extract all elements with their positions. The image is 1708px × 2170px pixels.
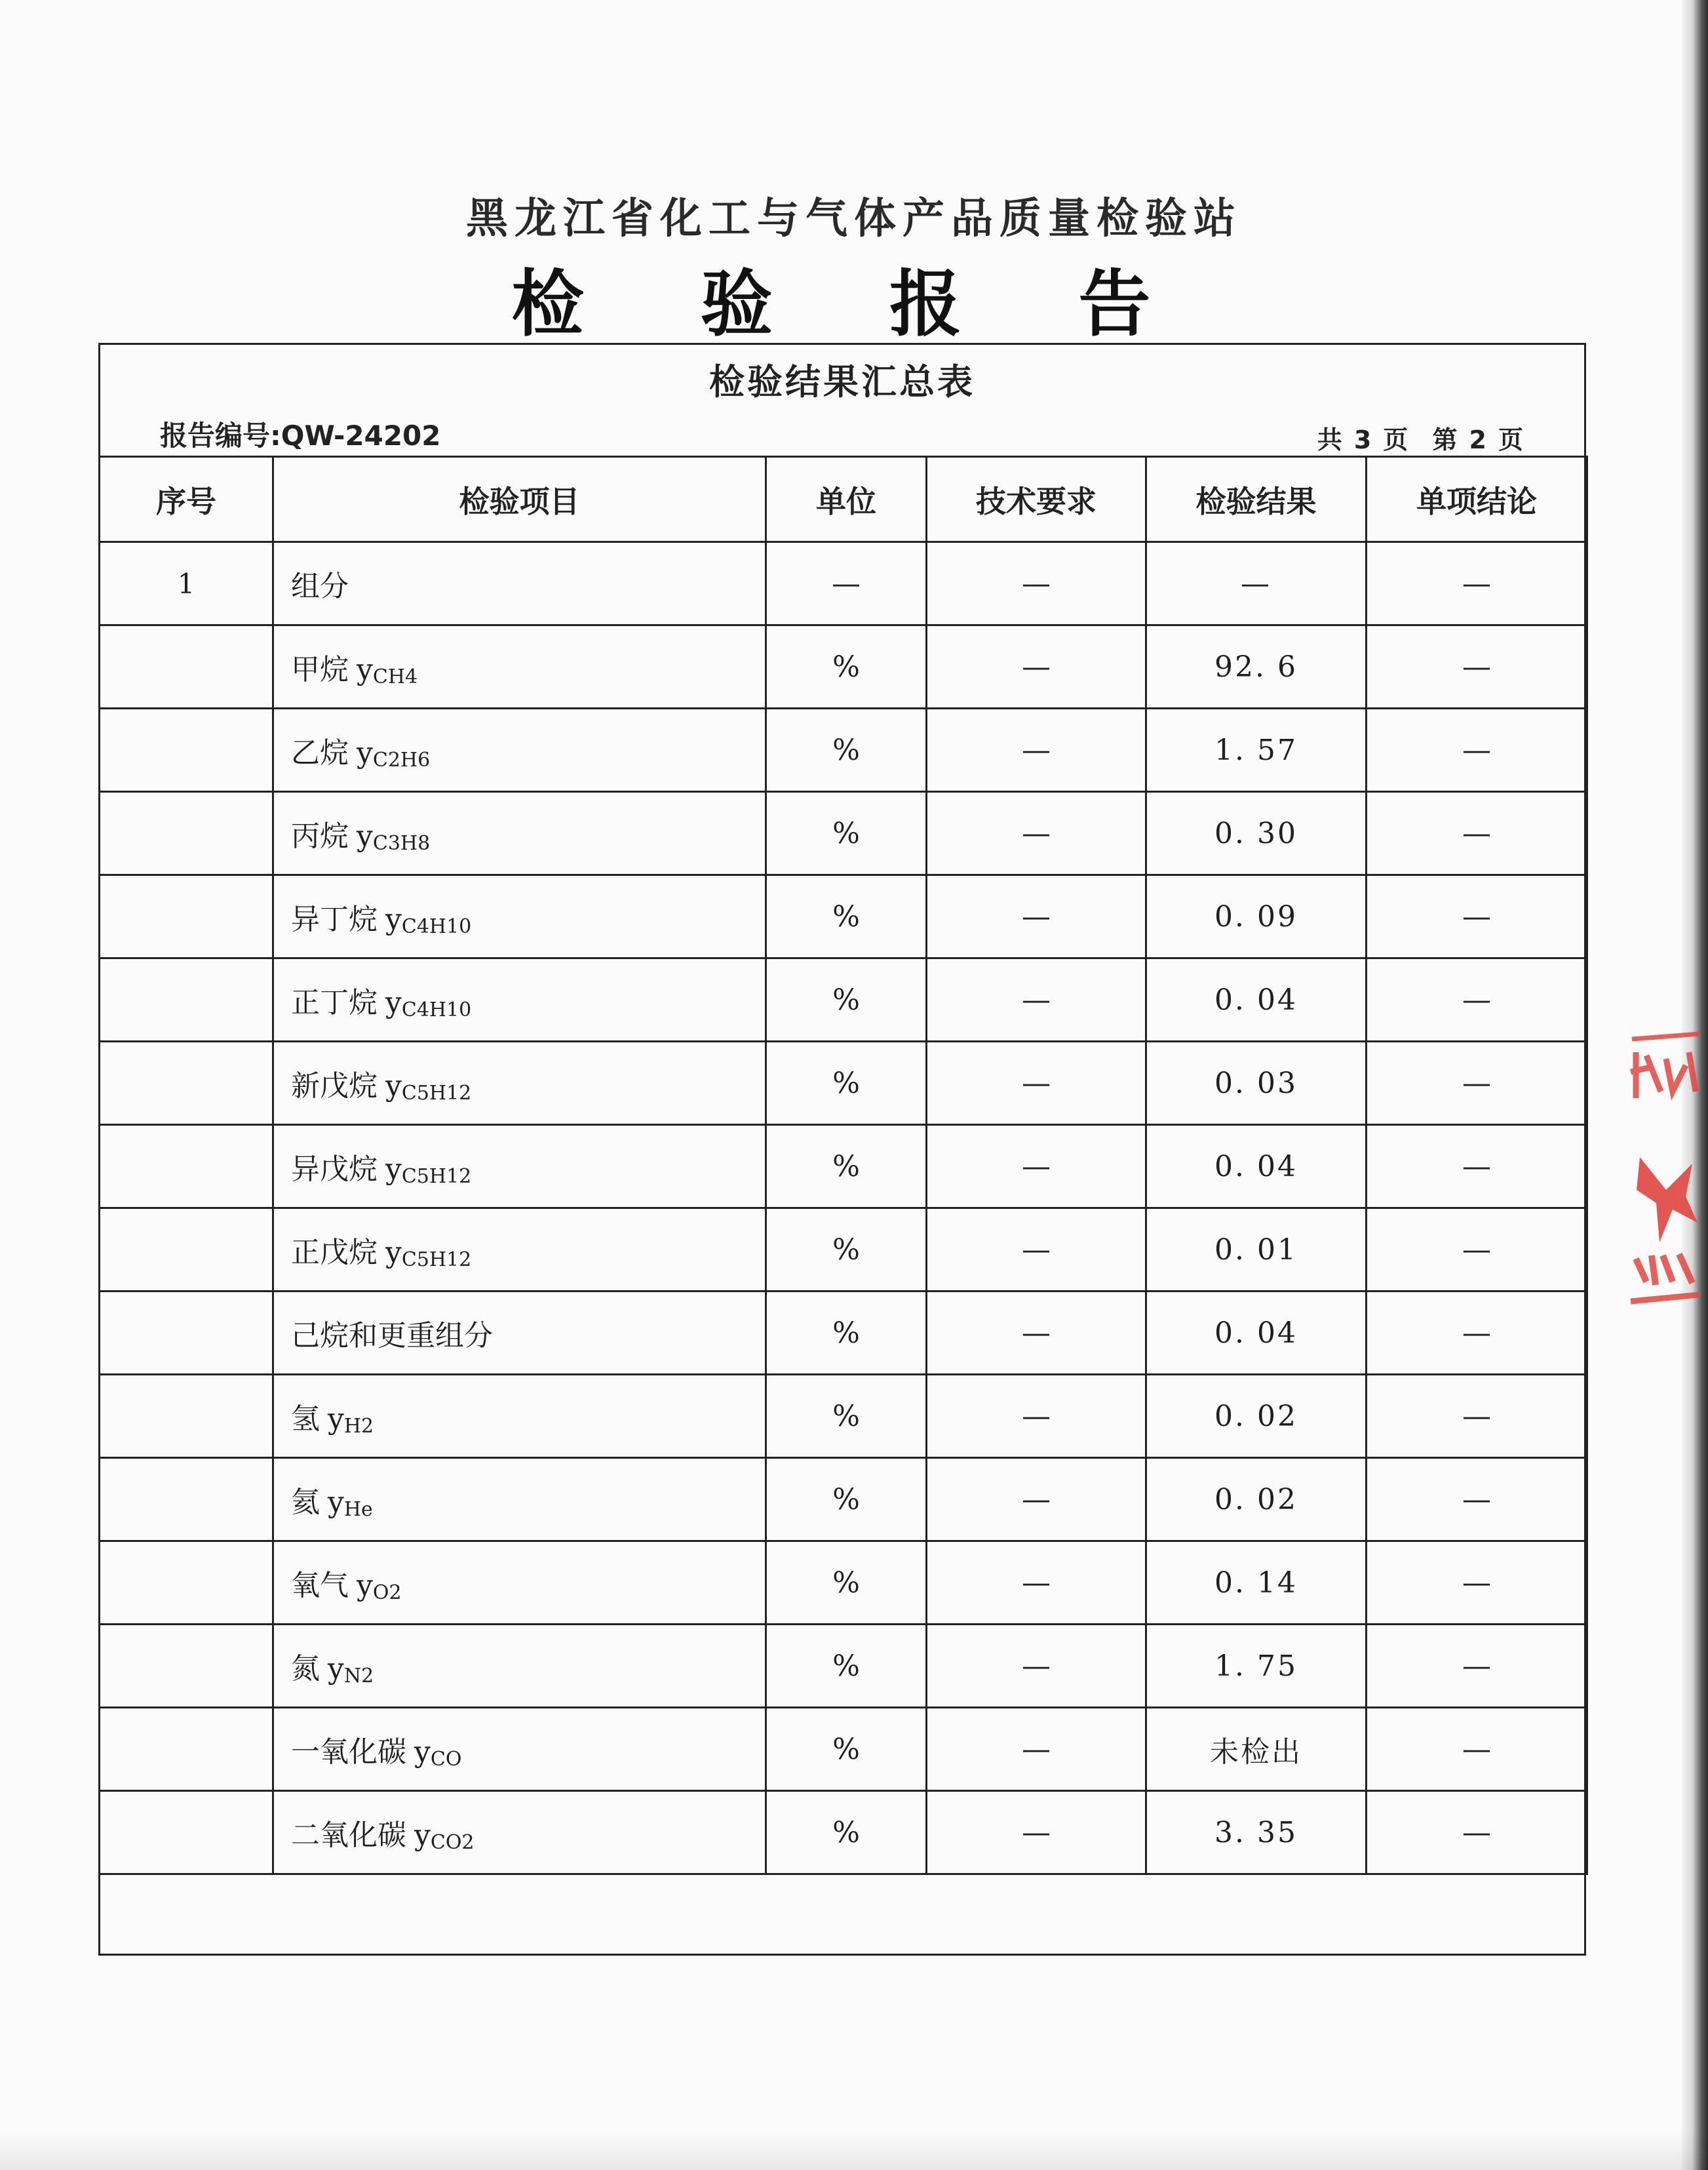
item-symbol bbox=[385, 986, 471, 1019]
page-bottom-fade bbox=[0, 2131, 1708, 2170]
item-symbol-subscript: C4H10 bbox=[401, 998, 472, 1021]
item-symbol-subscript: C4H10 bbox=[401, 915, 472, 938]
cell-unit: % bbox=[766, 1458, 927, 1541]
column-header-requirement: 技术要求 bbox=[927, 457, 1146, 542]
cell-item bbox=[273, 792, 766, 875]
cell-result: 0. 30 bbox=[1146, 792, 1367, 875]
cell-item bbox=[273, 1125, 766, 1208]
cell-result: — bbox=[1146, 542, 1367, 625]
cell-requirement: — bbox=[927, 625, 1146, 709]
cell-seq bbox=[100, 792, 273, 875]
cell-seq bbox=[100, 1541, 273, 1625]
item-symbol bbox=[328, 1486, 373, 1519]
cell-seq bbox=[100, 1375, 273, 1458]
item-symbol-subscript: CH4 bbox=[372, 665, 418, 688]
item-symbol-base: y bbox=[385, 902, 402, 936]
item-symbol-subscript: N2 bbox=[343, 1664, 374, 1687]
document-title: 检 验 报 告 bbox=[511, 262, 1197, 346]
cell-requirement: — bbox=[927, 1708, 1146, 1791]
cell-seq bbox=[100, 709, 273, 792]
cell-result: 0. 04 bbox=[1146, 1125, 1367, 1208]
item-name: 己烷和更重组分 bbox=[291, 1319, 493, 1352]
report-number-value: QW-24202 bbox=[281, 420, 441, 452]
red-seal-stamp-fragment bbox=[1627, 1026, 1699, 1354]
cell-requirement: — bbox=[927, 1375, 1146, 1458]
cell-seq bbox=[100, 875, 273, 958]
item-symbol-base: y bbox=[414, 1735, 431, 1769]
item-symbol bbox=[414, 1819, 475, 1852]
item-symbol-subscript: He bbox=[343, 1497, 373, 1521]
page-current-unit: 页 bbox=[1498, 425, 1527, 454]
cell-unit: % bbox=[766, 875, 927, 958]
cell-item bbox=[273, 958, 766, 1042]
cell-requirement: — bbox=[927, 1541, 1146, 1625]
column-header-unit: 单位 bbox=[766, 457, 927, 542]
table-row bbox=[100, 1708, 1587, 1791]
cell-seq bbox=[100, 1791, 273, 1874]
cell-conclusion: — bbox=[1367, 625, 1587, 709]
cell-conclusion: — bbox=[1367, 792, 1587, 875]
table-row bbox=[100, 542, 1587, 625]
cell-seq bbox=[100, 1625, 273, 1708]
item-symbol bbox=[328, 1652, 374, 1686]
column-header-conclusion: 单项结论 bbox=[1367, 457, 1587, 542]
cell-result: 未检出 bbox=[1146, 1708, 1367, 1791]
item-symbol-subscript: CO bbox=[430, 1747, 462, 1771]
cell-seq bbox=[100, 1458, 273, 1541]
cell-seq bbox=[100, 1208, 273, 1292]
cell-unit: % bbox=[766, 709, 927, 792]
table-row bbox=[100, 1208, 1587, 1292]
cell-item bbox=[273, 875, 766, 958]
cell-conclusion: — bbox=[1367, 1458, 1587, 1541]
cell-item bbox=[273, 625, 766, 709]
cell-unit: % bbox=[766, 958, 927, 1042]
cell-conclusion: — bbox=[1367, 1042, 1587, 1125]
cell-requirement: — bbox=[927, 1458, 1146, 1541]
cell-unit: % bbox=[766, 1125, 927, 1208]
cell-result: 1. 75 bbox=[1146, 1625, 1367, 1708]
cell-seq bbox=[100, 1708, 273, 1791]
item-name: 一氧化碳 bbox=[291, 1735, 406, 1769]
column-header-item: 检验项目 bbox=[273, 457, 766, 542]
item-symbol-subscript: H2 bbox=[343, 1414, 374, 1438]
cell-conclusion: — bbox=[1367, 1541, 1587, 1625]
cell-requirement: — bbox=[927, 1292, 1146, 1375]
cell-seq bbox=[100, 1125, 273, 1208]
cell-requirement: — bbox=[927, 792, 1146, 875]
cell-requirement: — bbox=[927, 542, 1146, 625]
cell-requirement: — bbox=[927, 1791, 1146, 1874]
table-row bbox=[100, 1791, 1587, 1874]
item-symbol bbox=[357, 819, 430, 853]
cell-unit: % bbox=[766, 1042, 927, 1125]
page-total: 3 bbox=[1353, 425, 1376, 454]
cell-result: 0. 02 bbox=[1146, 1375, 1367, 1458]
table-row bbox=[100, 1458, 1587, 1541]
item-symbol-base: y bbox=[385, 1152, 402, 1186]
table-row bbox=[100, 1042, 1587, 1125]
cell-conclusion: — bbox=[1367, 1292, 1587, 1375]
cell-conclusion: — bbox=[1367, 1208, 1587, 1292]
cell-item bbox=[273, 1708, 766, 1791]
item-name: 异丁烷 bbox=[291, 902, 378, 936]
cell-requirement: — bbox=[927, 1208, 1146, 1292]
item-symbol-base: y bbox=[328, 1402, 344, 1436]
cell-item bbox=[273, 1375, 766, 1458]
cell-seq bbox=[100, 1042, 273, 1125]
cell-conclusion: — bbox=[1367, 709, 1587, 792]
table-title: 检验结果汇总表 bbox=[709, 361, 975, 403]
page-total-prefix: 共 bbox=[1317, 425, 1346, 454]
table-header-row bbox=[100, 457, 1587, 542]
item-name: 异戊烷 bbox=[291, 1152, 378, 1186]
item-symbol-subscript: C5H12 bbox=[401, 1081, 472, 1105]
page-current: 2 bbox=[1469, 425, 1490, 454]
cell-result: 3. 35 bbox=[1146, 1791, 1367, 1874]
cell-result: 1. 57 bbox=[1146, 709, 1367, 792]
cell-conclusion: — bbox=[1367, 958, 1587, 1042]
cell-result: 92. 6 bbox=[1146, 625, 1367, 709]
cell-result: 0. 14 bbox=[1146, 1541, 1367, 1625]
cell-item bbox=[273, 1625, 766, 1708]
item-name: 氦 bbox=[291, 1485, 320, 1519]
item-symbol bbox=[357, 653, 417, 686]
cell-item bbox=[273, 1042, 766, 1125]
page-total-unit: 页 bbox=[1383, 425, 1412, 454]
cell-conclusion: — bbox=[1367, 542, 1587, 625]
cell-item bbox=[273, 1541, 766, 1625]
item-name: 正戊烷 bbox=[291, 1235, 378, 1269]
column-header-result: 检验结果 bbox=[1146, 457, 1367, 542]
item-symbol-base: y bbox=[328, 1485, 344, 1519]
item-symbol bbox=[357, 736, 430, 770]
item-symbol bbox=[385, 1069, 471, 1103]
cell-item bbox=[273, 1791, 766, 1874]
cell-requirement: — bbox=[927, 1042, 1146, 1125]
item-symbol-base: y bbox=[357, 736, 373, 770]
cell-item bbox=[273, 1208, 766, 1292]
cell-requirement: — bbox=[927, 1625, 1146, 1708]
item-symbol bbox=[385, 1153, 471, 1186]
table-row bbox=[100, 709, 1587, 792]
cell-seq bbox=[100, 958, 273, 1042]
cell-result: 0. 09 bbox=[1146, 875, 1367, 958]
item-symbol-base: y bbox=[357, 1568, 373, 1602]
item-symbol-base: y bbox=[357, 652, 373, 686]
item-symbol-base: y bbox=[414, 1818, 431, 1852]
item-symbol-subscript: C5H12 bbox=[401, 1248, 472, 1271]
item-name: 氧气 bbox=[291, 1568, 349, 1602]
item-symbol-base: y bbox=[385, 985, 402, 1019]
cell-requirement: — bbox=[927, 1125, 1146, 1208]
cell-conclusion: — bbox=[1367, 1708, 1587, 1791]
cell-unit: % bbox=[766, 1791, 927, 1874]
report-number bbox=[160, 414, 441, 454]
cell-item bbox=[273, 1458, 766, 1541]
cell-conclusion: — bbox=[1367, 1625, 1587, 1708]
cell-result: 0. 04 bbox=[1146, 1292, 1367, 1375]
table-row bbox=[100, 875, 1587, 958]
cell-item bbox=[273, 709, 766, 792]
item-symbol-base: y bbox=[328, 1651, 344, 1686]
cell-result: 0. 02 bbox=[1146, 1458, 1367, 1541]
item-symbol-subscript: CO2 bbox=[430, 1830, 475, 1854]
item-name: 甲烷 bbox=[291, 652, 349, 686]
item-name: 丙烷 bbox=[291, 819, 349, 853]
cell-unit: % bbox=[766, 1541, 927, 1625]
item-symbol-base: y bbox=[385, 1235, 402, 1269]
item-name: 正丁烷 bbox=[291, 985, 378, 1019]
table-body bbox=[100, 542, 1587, 1874]
item-name: 二氧化碳 bbox=[291, 1818, 406, 1852]
cell-unit: % bbox=[766, 792, 927, 875]
cell-seq bbox=[100, 625, 273, 709]
table-row bbox=[100, 1125, 1587, 1208]
cell-requirement: — bbox=[927, 709, 1146, 792]
item-symbol bbox=[385, 903, 471, 936]
table-row bbox=[100, 792, 1587, 875]
item-symbol-subscript: O2 bbox=[372, 1581, 402, 1604]
cell-result: 0. 04 bbox=[1146, 958, 1367, 1042]
cell-seq: 1 bbox=[100, 542, 273, 625]
table-row bbox=[100, 1541, 1587, 1625]
cell-unit: % bbox=[766, 1375, 927, 1458]
cell-conclusion: — bbox=[1367, 1125, 1587, 1208]
item-symbol bbox=[385, 1236, 471, 1269]
table-row bbox=[100, 1292, 1587, 1375]
item-symbol bbox=[357, 1569, 402, 1602]
page-current-prefix: 第 bbox=[1432, 425, 1462, 454]
cell-item bbox=[273, 1292, 766, 1375]
report-number-label: 报告编号: bbox=[160, 420, 281, 452]
item-symbol-base: y bbox=[357, 819, 373, 853]
table-row bbox=[100, 1375, 1587, 1458]
cell-unit: — bbox=[766, 542, 927, 625]
results-table bbox=[98, 456, 1588, 1875]
item-symbol-subscript: C2H6 bbox=[372, 748, 431, 772]
page-indicator bbox=[1313, 420, 1531, 456]
item-symbol bbox=[414, 1735, 461, 1769]
cell-result: 0. 01 bbox=[1146, 1208, 1367, 1292]
cell-requirement: — bbox=[927, 958, 1146, 1042]
cell-seq bbox=[100, 1292, 273, 1375]
item-name: 新戊烷 bbox=[291, 1069, 378, 1103]
cell-unit: % bbox=[766, 1208, 927, 1292]
column-header-seq: 序号 bbox=[100, 457, 273, 542]
table-row bbox=[100, 958, 1587, 1042]
cell-conclusion: — bbox=[1367, 1791, 1587, 1874]
item-name: 氢 bbox=[291, 1402, 320, 1436]
cell-unit: % bbox=[766, 625, 927, 709]
item-symbol-subscript: C3H8 bbox=[372, 831, 431, 855]
cell-unit: % bbox=[766, 1708, 927, 1791]
cell-unit: % bbox=[766, 1625, 927, 1708]
item-symbol bbox=[328, 1402, 374, 1436]
cell-item bbox=[273, 542, 766, 625]
cell-conclusion: — bbox=[1367, 875, 1587, 958]
cell-result: 0. 03 bbox=[1146, 1042, 1367, 1125]
organization-name: 黑龙江省化工与气体产品质量检验站 bbox=[466, 195, 1242, 243]
item-name: 组分 bbox=[291, 570, 349, 603]
table-row bbox=[100, 625, 1587, 709]
item-name: 氮 bbox=[291, 1651, 320, 1686]
item-symbol-subscript: C5H12 bbox=[401, 1164, 472, 1188]
table-row bbox=[100, 1625, 1587, 1708]
item-name: 乙烷 bbox=[291, 736, 349, 770]
cell-unit: % bbox=[766, 1292, 927, 1375]
cell-requirement: — bbox=[927, 875, 1146, 958]
item-symbol-base: y bbox=[385, 1069, 402, 1103]
cell-conclusion: — bbox=[1367, 1375, 1587, 1458]
